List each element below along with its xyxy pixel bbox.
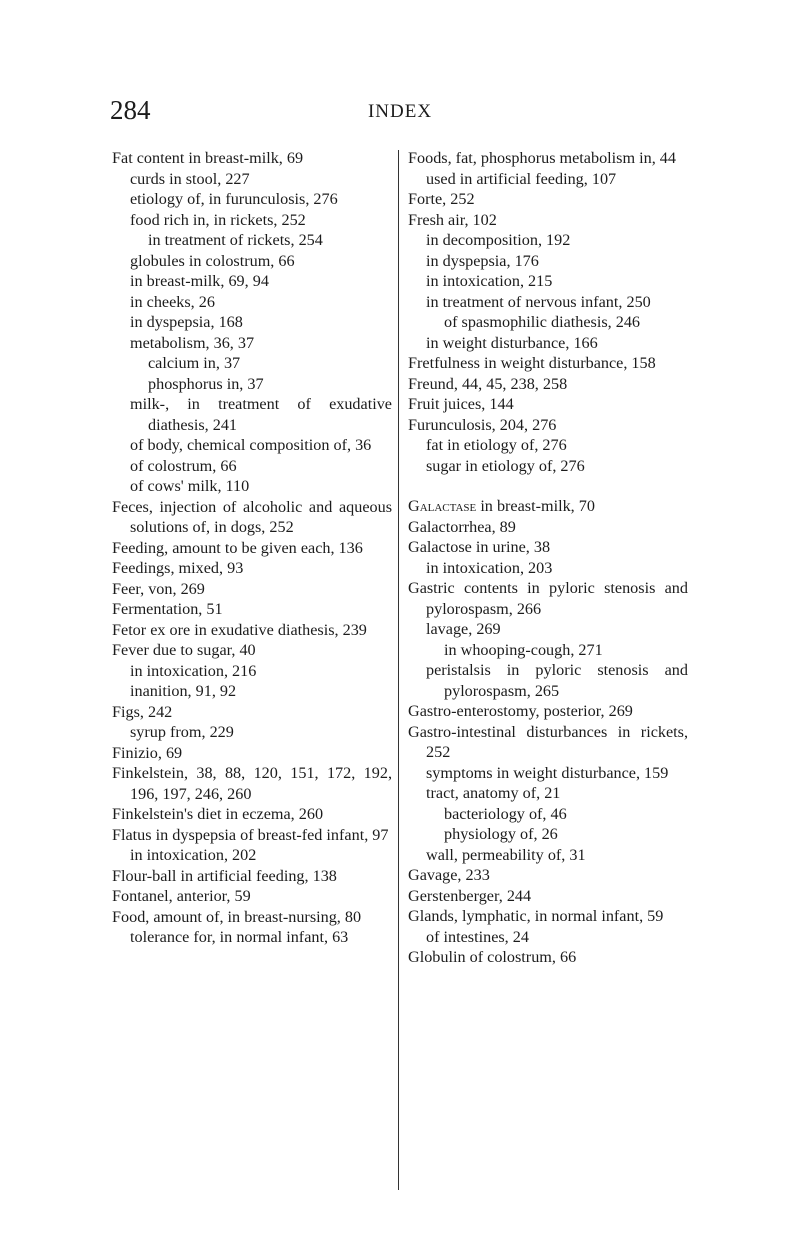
index-entry: in decomposition, 192 bbox=[426, 231, 571, 249]
index-entry: Flatus in dyspepsia of breast-fed infant, 97 bbox=[112, 825, 389, 844]
index-entry: symptoms in weight disturbance, 159 bbox=[426, 763, 669, 782]
index-entry: calcium in, 37 bbox=[148, 354, 241, 372]
index-entry: Fontanel, anterior, 59 bbox=[112, 887, 251, 905]
index-entry: lavage, 269 bbox=[426, 620, 501, 638]
index-entry: curds in stool, 227 bbox=[130, 169, 250, 188]
index-entry: of spasmophilic diathesis, 246 bbox=[444, 313, 641, 331]
index-entry: in intoxication, 215 bbox=[426, 272, 553, 290]
index-column-right bbox=[408, 148, 688, 968]
index-entry: tolerance for, in normal infant, 63 bbox=[130, 928, 349, 946]
index-entry: Furunculosis, 204, 276 bbox=[408, 415, 557, 434]
index-entry: in treatment of rickets, 254 bbox=[148, 231, 323, 249]
index-entry: Fever due to sugar, 40 bbox=[112, 641, 256, 659]
index-entry: physiology of, 26 bbox=[444, 825, 558, 843]
index-entry: Glands, lymphatic, in normal infant, 59 bbox=[408, 907, 664, 925]
index-entry: Feer, von, 269 bbox=[112, 579, 205, 598]
index-entry: in treatment of nervous infant, 250 bbox=[426, 292, 651, 311]
column-divider bbox=[398, 150, 399, 1190]
index-entry: in whooping-cough, 271 bbox=[444, 640, 603, 659]
index-entry: in dyspepsia, 168 bbox=[130, 313, 243, 331]
index-entry: fat in etiology of, 276 bbox=[426, 436, 567, 454]
index-entry: Fat content in breast-milk, 69 bbox=[112, 149, 304, 167]
index-entry: Fretfulness in weight disturbance, 158 bbox=[408, 354, 656, 372]
index-entry: phosphorus in, 37 bbox=[148, 374, 264, 393]
index-entry: in breast-milk, 69, 94 bbox=[130, 272, 269, 290]
index-entry: Figs, 242 bbox=[112, 702, 173, 721]
index-entry: used in artificial feeding, 107 bbox=[426, 169, 617, 188]
index-entry: syrup from, 229 bbox=[130, 723, 234, 741]
index-entry: globules in colostrum, 66 bbox=[130, 251, 295, 270]
index-entry: tract, anatomy of, 21 bbox=[426, 784, 561, 802]
index-entry: in weight disturbance, 166 bbox=[426, 333, 598, 352]
index-entry: Gastro-enterostomy, posterior, 269 bbox=[408, 702, 633, 720]
index-entry: in intoxication, 202 bbox=[130, 846, 257, 864]
index-entry: Gastric contents in pyloric stenosis and pylorospasm, 266 bbox=[408, 579, 688, 618]
index-entry: Finkelstein, 38, 88, 120, 151, 172, 192, 196, 197, 246, 260 bbox=[112, 764, 392, 803]
index-entry: milk-, in treatment of exudative diathesis, 241 bbox=[130, 395, 392, 434]
index-entry: Globulin of colostrum, 66 bbox=[408, 948, 577, 966]
page-number: 284 bbox=[110, 95, 151, 125]
index-entry: Gavage, 233 bbox=[408, 866, 490, 884]
page-header bbox=[0, 94, 800, 126]
index-entry: Feedings, mixed, 93 bbox=[112, 559, 244, 577]
running-title: INDEX bbox=[367, 101, 433, 122]
index-entry: Food, amount of, in breast-nursing, 80 bbox=[112, 907, 362, 926]
index-entry: inanition, 91, 92 bbox=[130, 682, 237, 700]
index-entry: Flour-ball in artificial feeding, 138 bbox=[112, 866, 337, 885]
index-entry: Fresh air, 102 bbox=[408, 210, 497, 229]
index-entry: peristalsis in pyloric stenosis and pylorospasm, 265 bbox=[426, 661, 688, 700]
index-entry: Freund, 44, 45, 238, 258 bbox=[408, 374, 568, 393]
index-entry: Foods, fat, phosphorus metabolism in, 44 bbox=[408, 149, 676, 167]
index-entry: etiology of, in furunculosis, 276 bbox=[130, 190, 338, 208]
index-entry: Galactose in urine, 38 bbox=[408, 538, 551, 556]
index-entry: in dyspepsia, 176 bbox=[426, 251, 539, 270]
index-entry: Feces, injection of alcoholic and aqueous solutions of, in dogs, 252 bbox=[112, 497, 392, 536]
index-entry: Finkelstein's diet in eczema, 260 bbox=[112, 805, 324, 823]
index-entry: metabolism, 36, 37 bbox=[130, 333, 255, 352]
index-entry: Forte, 252 bbox=[408, 190, 475, 208]
index-entry: Gerstenberger, 244 bbox=[408, 886, 532, 905]
index-entry: sugar in etiology of, 276 bbox=[426, 456, 585, 475]
index-entry: bacteriology of, 46 bbox=[444, 804, 567, 823]
index-entry: wall, permeability of, 31 bbox=[426, 845, 586, 864]
index-entry: Feeding, amount to be given each, 136 bbox=[112, 538, 363, 557]
index-entry: of intestines, 24 bbox=[426, 927, 529, 946]
index-entry: in intoxication, 203 bbox=[426, 558, 553, 577]
index-entry: in cheeks, 26 bbox=[130, 292, 215, 311]
index-entry: food rich in, in rickets, 252 bbox=[130, 210, 306, 229]
index-entry: Fermentation, 51 bbox=[112, 600, 223, 618]
index-entry: of cows' milk, 110 bbox=[130, 477, 250, 495]
index-entry: in intoxication, 216 bbox=[130, 661, 257, 680]
index-entry: Gastro-intestinal disturbances in rickets, 252 bbox=[408, 722, 688, 761]
index-entry: of colostrum, 66 bbox=[130, 456, 237, 475]
index-entry: Finizio, 69 bbox=[112, 743, 183, 762]
index-entry: Galactase in breast-milk, 70 bbox=[408, 497, 595, 515]
index-entry: Fetor ex ore in exudative diathesis, 239 bbox=[112, 620, 367, 639]
index-entry: Fruit juices, 144 bbox=[408, 395, 514, 413]
index-column-left bbox=[112, 148, 392, 948]
index-entry: Galactorrhea, 89 bbox=[408, 517, 516, 536]
index-entry: of body, chemical composition of, 36 bbox=[130, 436, 372, 454]
